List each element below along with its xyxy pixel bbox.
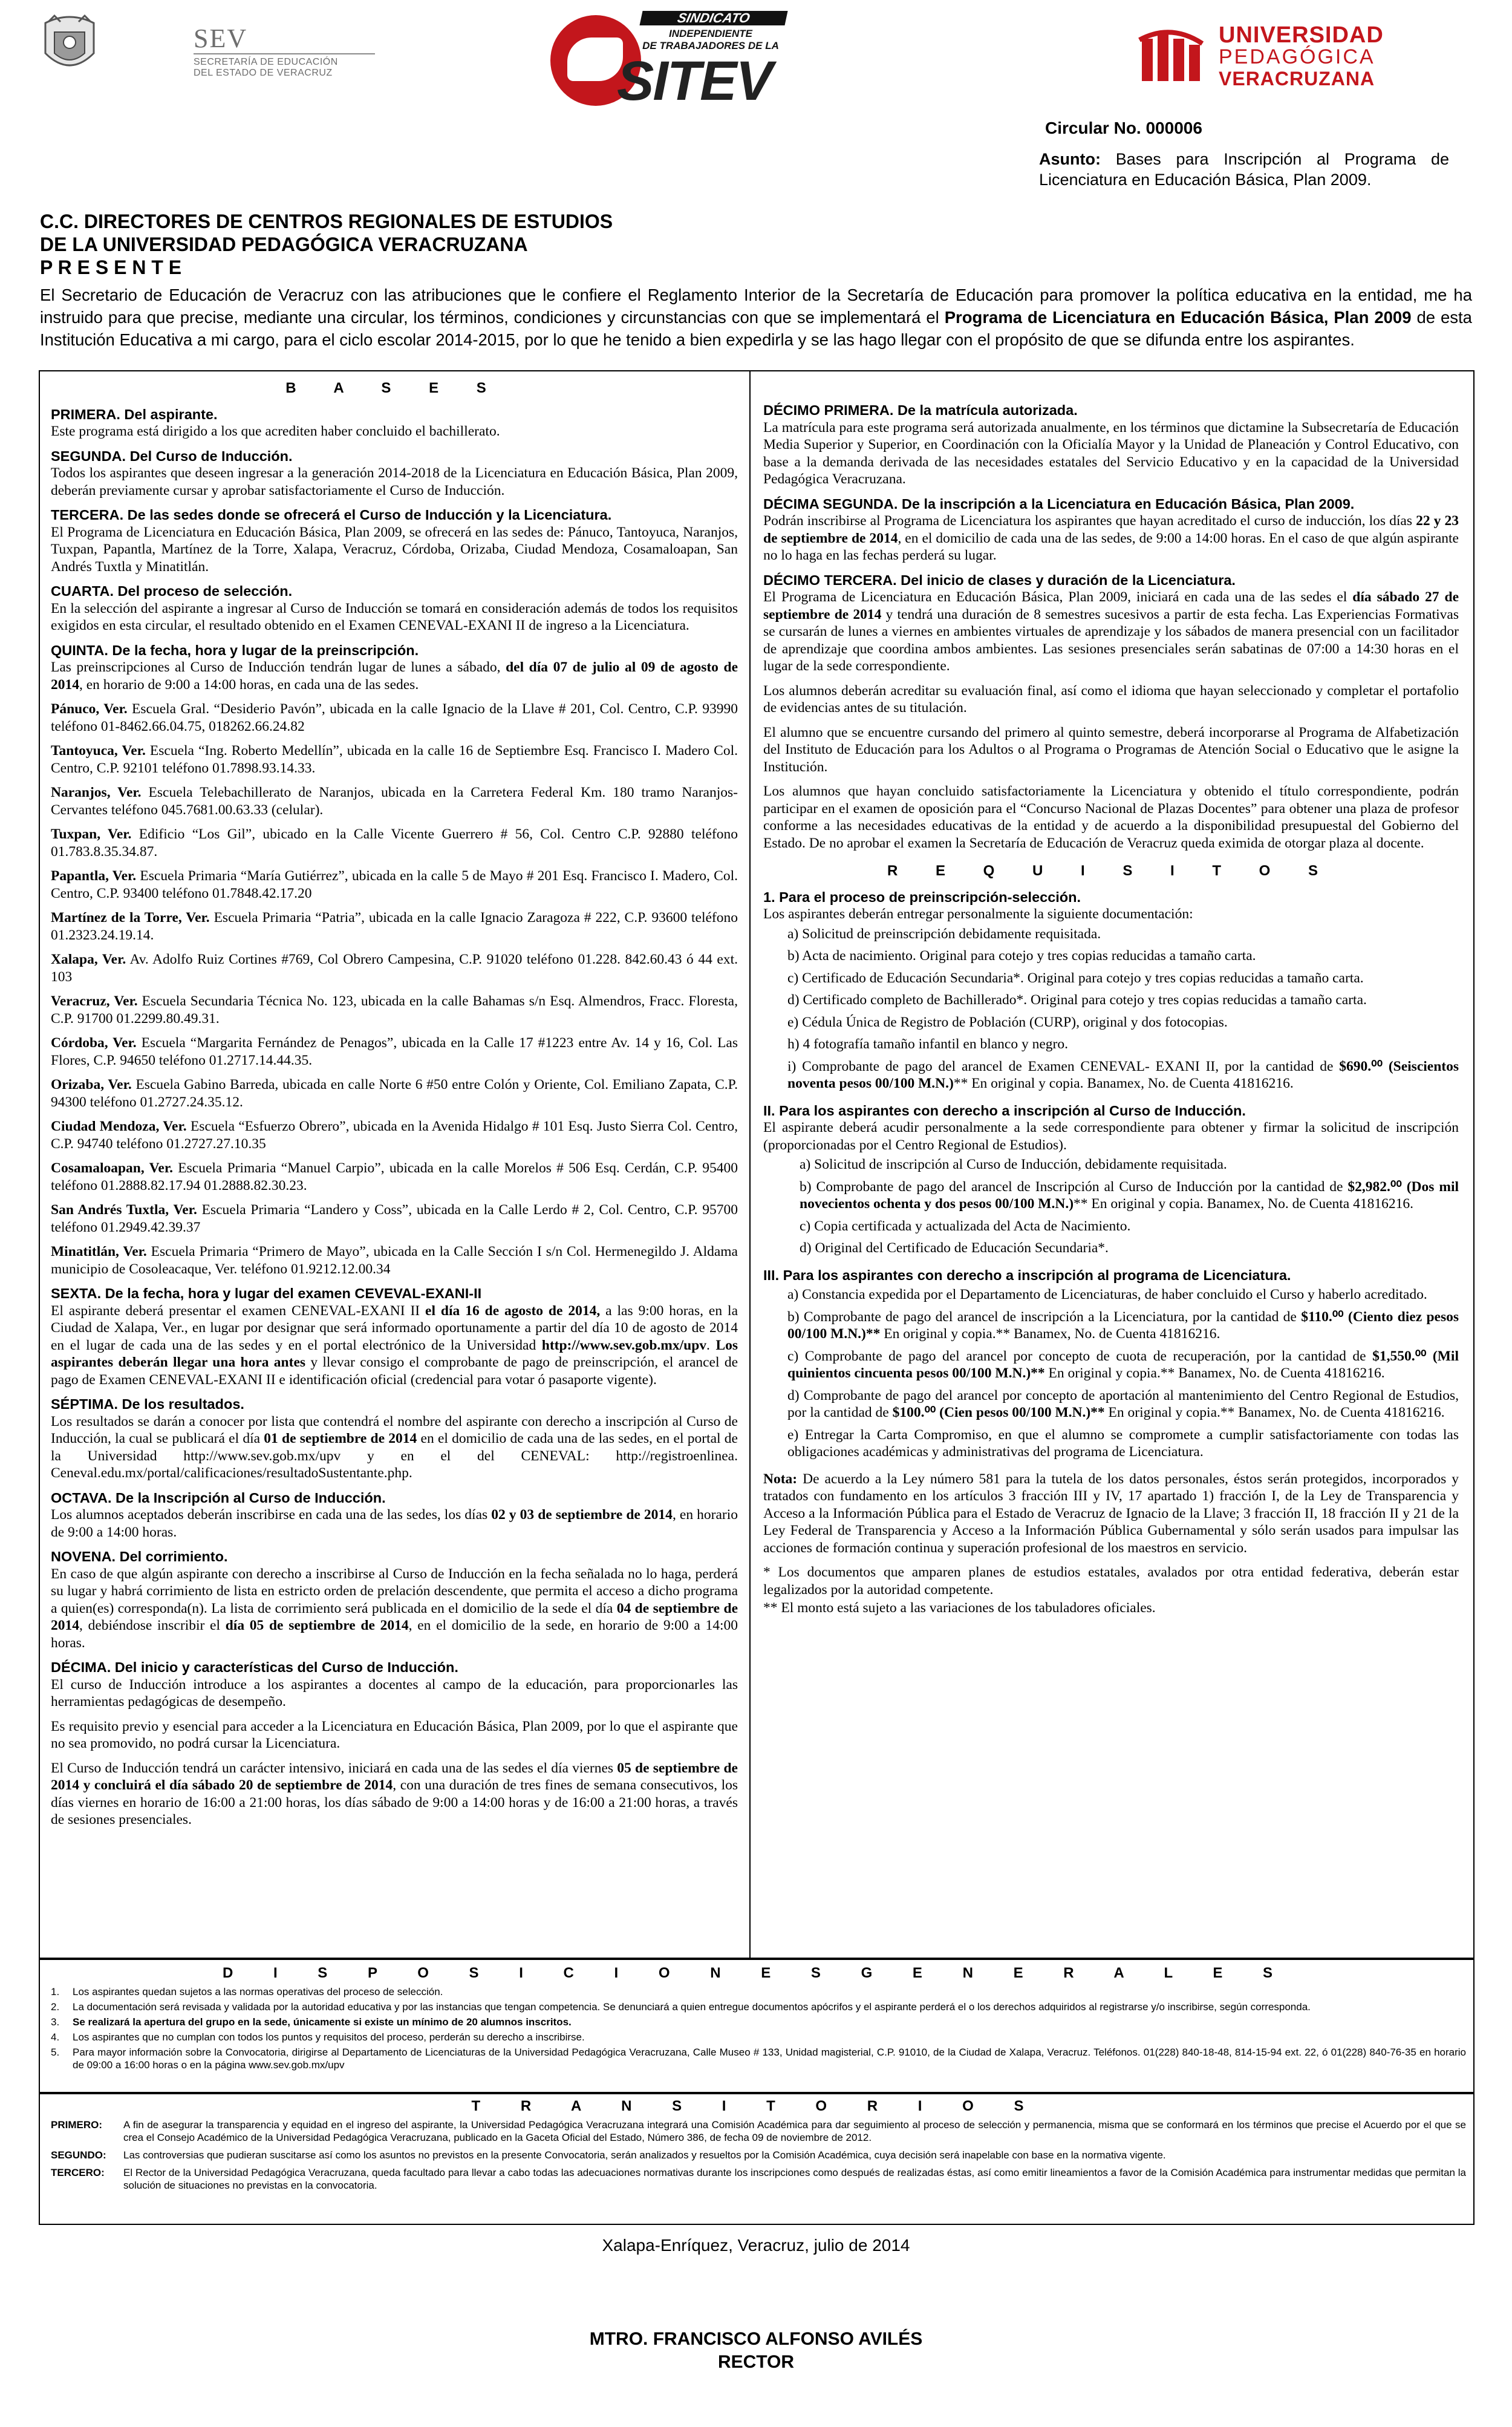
base-d13-text-2: y tendrá una duración de 8 semestres sucesivos a partir de esta fecha. Las Experiencias Formativas se cursarán de lunes a viernes en ambientes virtuales de aprendizaje y los sábados de manera presencial con un facilitador de aprendizaje que coordina ambos ambientes. Las sesiones presenciales serán sabatinas de 07:00 a 14:30 horas en el lugar de la sede correspondiente. [763, 606, 1459, 674]
sev-logo-rule [194, 53, 375, 54]
base-primera-heading: PRIMERA. Del aspirante. [51, 406, 218, 422]
base-decima-p3 [51, 1760, 738, 1829]
sede-item [51, 993, 738, 1027]
base-sexta-heading: SEXTA. De la fecha, hora y lugar del examen CEVEVAL-EXANI-II [51, 1285, 482, 1301]
base-novena [51, 1548, 738, 1651]
addressee-line2: DE LA UNIVERSIDAD PEDAGÓGICA VERACRUZANA [40, 234, 528, 255]
disposicion-number: 1. [51, 1986, 60, 1997]
disposicion-text: Para mayor información sobre la Convocatoria, dirigirse al Departamento de Licenciaturas de la Universidad Pedagógica Veracruzana, Calle Museo # 133, Unidad magisterial, C.P. 91010, de la Ciudad de Xalapa, Veracruz. Teléfonos. 01(228) 840-18-48, 814-15-94 ext. 22, ó 01(228) 840-76-35 en horario de 09:00 a 16:00 horas o en la página www.sev.gob.mx/upv [73, 2046, 1466, 2071]
base-decimo-primera [763, 402, 1459, 488]
sitev-logo-top: SINDICATO [639, 11, 787, 25]
column-divider [749, 370, 751, 1959]
base-sexta-date: el día 16 de agosto de 2014, [425, 1302, 601, 1319]
bases-title: B A S E S [285, 380, 503, 396]
base-novena-text-2: , debiéndose inscribir el [79, 1618, 226, 1633]
req-section-3-heading: III. Para los aspirantes con derecho a inscripción al programa de Licenciatura. [763, 1267, 1291, 1283]
base-novena-text-1: En caso de que algún aspirante con derecho a inscribirse al Curso de Inducción en la fecha señalada no lo haga, perderá su lugar y habrá corrimiento de lista en estricto orden de prelación descendente, que permita el acceso a dicho programa a quien(es) corresponda(n). La lista de corrimiento será publicada en el domicilio de la sede el día [51, 1566, 738, 1616]
asunto-text: Bases para Inscripción al Programa de Licenciatura en Educación Básica, Plan 2009. [1039, 150, 1449, 189]
sede-address: Escuela “Ing. Roberto Medellín”, ubicada en la calle 16 de Septiembre Esq. Francisco I. Madero Col. Centro, C.P. 92101 teléfono 01.7898.93.14.33. [51, 743, 738, 776]
disposicion-number: 4. [51, 2031, 60, 2043]
transitorio-item [51, 2149, 1466, 2161]
req-item: e) Entregar la Carta Compromiso, en que el alumno se compromete a cumplir satisfactoriamente con todas las obligaciones académicas y administrativas del programa de Licenciatura. [787, 1426, 1459, 1460]
base-d12-heading: DÉCIMA SEGUNDA. De la inscripción a la Licenciatura en Educación Básica, Plan 2009. [763, 495, 1355, 512]
asunto [1039, 149, 1449, 190]
addressee [40, 210, 613, 279]
sede-item [51, 1201, 738, 1236]
base-tercera-heading: TERCERA. De las sedes donde se ofrecerá el Curso de Inducción y la Licenciatura. [51, 507, 612, 523]
req-item-payment-text-1: b) Comprobante de pago del arancel de Inscripción al Curso de Inducción por la cantidad de [800, 1178, 1348, 1195]
transitorio-item [51, 2166, 1466, 2192]
base-novena-date-1: 04 de septiembre de 2014 [51, 1600, 738, 1633]
base-sexta-arrival: Los aspirantes deberán llegar una hora antes [51, 1337, 738, 1370]
sede-item [51, 1118, 738, 1152]
disposicion-text: Los aspirantes que no cumplan con todos los puntos y requisitos del proceso, perderán su derecho a inscribirse. [73, 2031, 585, 2043]
sev-logo-subtitle [194, 57, 338, 79]
req-item: d) Certificado completo de Bachillerado*. Original para cotejo y tres copias reducidas a tamaño carta. [787, 992, 1367, 1008]
base-quinta [51, 642, 738, 694]
req-item-payment-amount: $1,550.⁰⁰ (Mil quinientos cincuenta pesos 00/100 M.N.)** [787, 1348, 1459, 1381]
intro-program-name: Programa de Licenciatura en Educación Básica, Plan 2009 [944, 308, 1412, 327]
upv-line2: PEDAGÓGICA [1219, 45, 1375, 68]
signer-title: RECTOR [717, 2352, 795, 2372]
base-sexta [51, 1285, 738, 1388]
req-item: a) Solicitud de preinscripción debidamente requisitada. [787, 926, 1101, 942]
req-section-1-heading: 1. Para el proceso de preinscripción-selección. [763, 889, 1081, 905]
footnote-star1: * Los documentos que amparen planes de estudios estatales, avalados por otra entidad federativa, deberán estar legalizados por la autoridad competente. [763, 1564, 1459, 1598]
base-d13-text-1: El Programa de Licenciatura en Educación Básica, Plan 2009, iniciará en cada una de las sedes el [763, 589, 1353, 605]
req-item-payment-text-1: c) Comprobante de pago del arancel por concepto de cuota de recuperación, por la cantidad de [787, 1348, 1373, 1364]
base-decima-p2: Es requisito previo y esencial para acceder a la Licenciatura en Educación Básica, Plan 2009, por lo que el aspirante que no sea promovido, no podrá cursar la Licenciatura. [51, 1718, 738, 1751]
sitev-subtitle-line1: INDEPENDIENTE [669, 28, 752, 39]
sede-name: Tuxpan, Ver. [51, 826, 132, 842]
sede-address: Escuela Secundaria Técnica No. 123, ubicada en la calle Bahamas s/n Esq. Almendros, Fracc. Floresta, C.P. 91700 01.2299.80.49.31. [51, 993, 738, 1027]
sede-address: Escuela “Esfuerzo Obrero”, ubicada en la Avenida Hidalgo # 101 Esq. Justo Sierra Col. Centro, C.P. 94740 teléfono 01.2727.27.10.35 [51, 1119, 738, 1152]
sede-item [51, 867, 738, 902]
sitev-logo [550, 6, 804, 112]
base-septima-text-1: Los resultados se darán a conocer por lista que contendrá el nombre del aspirante con derecho a inscripción al Curso de Inducción, la cual se publicará el día [51, 1413, 738, 1446]
base-decima-segunda [763, 495, 1459, 564]
disposiciones-list [51, 1985, 1466, 2074]
req-item-payment-text-1: d) Comprobante de pago del arancel por concepto de aportación al mantenimiento del Centro Regional de Estudios, por la cantidad de [787, 1387, 1459, 1420]
req-item-payment-text-2: En original y copia.** Banamex, No. de Cuenta 41816216. [1044, 1365, 1385, 1381]
sede-address: Av. Adolfo Ruiz Cortines #769, Col Obrero Campesina, C.P. 91020 teléfono 01.228. 842.60.43 ó 44 ext. 103 [51, 952, 738, 985]
base-decima-text-3b: , con una duración de tres fines de semana consecutivos, los días viernes en horario de 16:00 a 21:00 horas, los días sábado de 9:00 a 14:00 horas y de 16:00 a 21:00 horas, a través de sesiones presenciales. [51, 1777, 738, 1828]
base-decimo-tercera [763, 572, 1459, 675]
req-item-payment-text-1: b) Comprobante de pago del arancel de inscripción a la Licenciatura, por la cantidad de [787, 1308, 1302, 1325]
sede-address: Escuela Primaria “Landero y Coss”, ubicada en la Calle Lerdo # 2, Col. Centro, C.P. 95700 teléfono 01.2949.42.39.37 [51, 1202, 738, 1235]
signature-block [0, 2328, 1512, 2374]
base-septima [51, 1396, 738, 1482]
base-decima-text-3a: El Curso de Inducción tendrá un carácter intensivo, iniciará en cada una de las sedes el día viernes [51, 1760, 618, 1776]
sede-item [51, 909, 738, 944]
req-item-payment-amount: $690.⁰⁰ (Seiscientos noventa pesos 00/100 M.N.) [787, 1058, 1459, 1091]
disposiciones-title: D I S P O S I C I O N E S G E N E R A L E S [222, 1965, 1291, 1981]
place-date: Xalapa-Enríquez, Veracruz, julio de 2014 [602, 2236, 910, 2255]
base-decima-heading: DÉCIMA. Del inicio y características del Curso de Inducción. [51, 1659, 458, 1675]
req-item: a) Constancia expedida por el Departamento de Licenciaturas, de haber concluido el Curso y haberlo acreditado. [787, 1287, 1427, 1302]
asunto-label: Asunto: [1039, 150, 1101, 168]
req-item: c) Copia certificada y actualizada del Acta de Nacimiento. [800, 1218, 1131, 1234]
base-sexta-text-1: El aspirante deberá presentar el examen CENEVAL-EXANI II [51, 1302, 426, 1319]
transitorio-item [51, 2118, 1466, 2144]
sede-address: Escuela Primaria “María Gutiérrez”, ubicada en la calle 5 de Mayo # 201 Esq. Francisco I. Madero, Col. Centro, C.P. 93400 teléfono 01.7848.42.17.20 [51, 868, 738, 901]
base-septima-heading: SÉPTIMA. De los resultados. [51, 1396, 244, 1412]
sede-name: Orizaba, Ver. [51, 1077, 132, 1093]
sede-name: Córdoba, Ver. [51, 1035, 137, 1051]
sede-item [51, 1243, 738, 1278]
sede-name: Minatitlán, Ver. [51, 1244, 147, 1259]
sev-subtitle-line2: DEL ESTADO DE VERACRUZ [194, 68, 333, 78]
req-item: h) 4 fotografía tamaño infantil en blanco y negro. [787, 1036, 1068, 1052]
sede-name: Pánuco, Ver. [51, 701, 128, 717]
upv-line1: UNIVERSIDAD [1219, 22, 1384, 48]
disposicion-text: La documentación será revisada y validada por la autoridad educativa y por las instancias que tengan competencia. Se denunciará a quien entregue documentos apócrifos y el aspirante perderá el o los derechos adquiridos al registrarse y/o inscribirse, según corresponda. [73, 2001, 1311, 2013]
base-primera [51, 406, 738, 440]
req-item-payment [787, 1387, 1459, 1422]
base-novena-date-2: día 05 de septiembre de 2014 [225, 1618, 409, 1633]
req-item-payment-text-2: ** En original y copia. Banamex, No. de Cuenta 41816216. [1074, 1196, 1413, 1212]
sede-item [51, 742, 738, 777]
base-d12-text-1: Podrán inscribirse al Programa de Licenciatura los aspirantes que hayan acreditado el curso de inducción, los días [763, 513, 1416, 529]
bases-left-column [51, 380, 738, 1836]
base-decima [51, 1659, 738, 1711]
base-quinta-dates: del día 07 de julio al 09 de agosto de 2014 [51, 659, 738, 693]
sede-item [51, 701, 738, 735]
base-primera-text: Este programa está dirigido a los que acrediten haber concluido el bachillerato. [51, 423, 500, 439]
req-item-payment-text-2: ** En original y copia. Banamex, No. de Cuenta 41816216. [953, 1076, 1294, 1091]
base-septima-date: 01 de septiembre de 2014 [264, 1431, 417, 1446]
req-item-payment [787, 1308, 1459, 1343]
sev-subtitle-line1: SECRETARÍA DE EDUCACIÓN [194, 57, 338, 67]
base-d13-p4: Los alumnos que hayan concluido satisfactoriamente la Licenciatura y obtenido el título correspondiente, podrán participar en el examen de oposición para el “Concurso Nacional de Plazas Docentes” para obtener una plaza de profesor conforme a las necesidades educativas de la entidad y de acuerdo a la disponibilidad presupuestal del Gobierno del Estado. De no aprobar el examen la Secretaría de Educación de Veracruz queda eximida de otorgar plaza al docente. [763, 783, 1459, 851]
sitev-emblem-inner [567, 38, 623, 81]
base-novena-text-3: , en el domicilio de la sede, en horario de 9:00 a 14:00 horas. [51, 1618, 738, 1651]
disposicion-text: Se realizará la apertura del grupo en la sede, únicamente si existe un mínimo de 20 alumnos inscritos. [73, 2016, 572, 2028]
upv-mark-icon [1137, 27, 1210, 87]
disposicion-number: 3. [51, 2016, 60, 2028]
base-d11-heading: DÉCIMO PRIMERA. De la matrícula autorizada. [763, 402, 1078, 418]
sede-address: Edificio “Los Gil”, ubicado en la Calle Vicente Guerrero # 56, Col. Centro C.P. 92880 teléfono 01.783.8.35.34.87. [51, 826, 738, 860]
sede-address: Escuela Primaria “Primero de Mayo”, ubicada en la Calle Sección I s/n Col. Hermenegildo J. Aldama municipio de Cosoleacaque, Ver. teléfono 01.9212.12.00.34 [51, 1244, 738, 1277]
upv-line3: VERACRUZANA [1219, 68, 1375, 90]
base-tercera [51, 506, 738, 575]
sede-address: Escuela Gabino Barreda, ubicada en calle Norte 6 #50 entre Colón y Oriente, Col. Emiliano Zapata, C.P. 94300 teléfono 01.2727.24.35.12. [51, 1077, 738, 1110]
addressee-line1: C.C. DIRECTORES DE CENTROS REGIONALES DE ESTUDIOS [40, 211, 613, 232]
requisitos-title: R E Q U I S I T O S [887, 863, 1335, 879]
base-tercera-text: El Programa de Licenciatura en Educación Básica, Plan 2009, se ofrecerá en las sedes de: Pánuco, Tantoyuca, Naranjos, Tuxpan, Papantla, Martínez de la Torre, Xalapa, Veracruz, Córdoba, Orizaba, Ciudad Mendoza, Cosamaloapan, San Andrés Tuxtla y Minatitlán. [51, 524, 738, 575]
base-quinta-text-2: , en horario de 9:00 a 14:00 horas, en cada una de las sedes. [79, 676, 419, 693]
req-section-2-list [763, 1156, 1459, 1257]
base-octava-heading: OCTAVA. De la Inscripción al Curso de Inducción. [51, 1489, 386, 1506]
disposicion-item [51, 2031, 1466, 2043]
sede-name: Martínez de la Torre, Ver. [51, 910, 210, 926]
sede-address: Escuela Primaria “Patria”, ubicada en la calle Ignacio Zaragoza # 222, C.P. 93600 teléfono 01.2323.24.19.14. [51, 910, 738, 943]
base-decima-dates: 05 de septiembre de 2014 y concluirá el día sábado 20 de septiembre de 2014 [51, 1760, 738, 1793]
req-section-1 [763, 889, 1459, 923]
addressee-line3: P R E S E N T E [40, 256, 182, 278]
base-novena-heading: NOVENA. Del corrimiento. [51, 1549, 228, 1564]
req-item-payment-amount: $2,982.⁰⁰ (Dos mil novecientos ochenta y dos pesos 00/100 M.N.) [800, 1178, 1459, 1212]
req-item: a) Solicitud de inscripción al Curso de Inducción, debidamente requisitada. [800, 1157, 1227, 1172]
sede-name: Tantoyuca, Ver. [51, 743, 146, 759]
base-segunda-heading: SEGUNDA. Del Curso de Inducción. [51, 448, 293, 464]
sede-item [51, 784, 738, 818]
transitorios-list [51, 2118, 1466, 2197]
transitorio-label: PRIMERO: [51, 2119, 102, 2131]
nota-text: De acuerdo a la Ley número 581 para la tutela de los datos personales, éstos serán protegidos, incorporados y tratados con fundamento en los artículos 3 fracción III y IV, 17 apartado 1) fracción I, de la Ley de Transparencia y Acceso a la Información Pública para el Estado de Veracruz de Ignacio de la Llave; 3 fracción II, 18 fracción II y 21 de la Ley Federal de Transparencia y Acceso a la Información Pública Gubernamental y sólo serán usados para impulsar las acciones de formación continua y superación profesional de los maestros en servicio. [763, 1471, 1459, 1556]
sev-logo-text: SEV [194, 24, 248, 53]
base-quinta-heading: QUINTA. De la fecha, hora y lugar de la preinscripción. [51, 642, 419, 658]
req-section-1-text: Los aspirantes deberán entregar personalmente la siguiente documentación: [763, 906, 1193, 922]
transitorio-text: El Rector de la Universidad Pedagógica Veracruzana, queda facultado para llevar a cabo todas las adecuaciones normativas durante los inscripciones como después de realizadas éstas, así como emitir lineamientos a favor de la Comisión Académica para instrumentar medidas que permitan la solución de situaciones no previstas en la convocatoria. [123, 2167, 1466, 2191]
req-item-payment-text-1: i) Comprobante de pago del arancel de Examen CENEVAL- EXANI II, por la cantidad de [787, 1058, 1340, 1074]
sede-address: Escuela Gral. “Desiderio Pavón”, ubicada en la calle Ignacio de la Llave # 201, Col. Centro, C.P. 93990 teléfono 01-8462.66.04.75, 018262.66.24.82 [51, 701, 738, 734]
sitev-logo-subtitle [629, 28, 792, 52]
sev-logo [36, 11, 375, 77]
upv-logo-text [1219, 24, 1384, 90]
req-item-payment-amount: $110.⁰⁰ (Ciento diez pesos 00/100 M.N.)** [787, 1308, 1459, 1342]
req-section-2-heading: II. Para los aspirantes con derecho a inscripción al Curso de Inducción. [763, 1102, 1246, 1119]
base-segunda [51, 448, 738, 500]
req-item: d) Original del Certificado de Educación Secundaria*. [800, 1240, 1109, 1256]
transitorios-title: T R A N S I T O R I O S [471, 2098, 1042, 2114]
base-quinta-text-1: Las preinscripciones al Curso de Inducción tendrán lugar de lunes a sábado, [51, 659, 506, 675]
sede-item [51, 1034, 738, 1069]
signer-name: MTRO. FRANCISCO ALFONSO AVILÉS [589, 2329, 923, 2349]
sede-item [51, 1160, 738, 1194]
base-sexta-text-4: y llevar consigo el comprobante de pago de preinscripción, el arancel de pago de Examen CENEVAL-EXANI II e identificación oficial (credencial para votar ó pasaporte vigente). [51, 1354, 738, 1388]
sede-name: Veracruz, Ver. [51, 993, 138, 1009]
req-item: e) Cédula Única de Registro de Población (CURP), original y dos fotocopias. [787, 1014, 1228, 1030]
nota-label: Nota: [763, 1471, 798, 1487]
transitorio-label: TERCERO: [51, 2167, 105, 2178]
bases-right-column [763, 402, 1459, 1624]
sede-address: Escuela Primaria “Manuel Carpio”, ubicada en la calle Morelos # 506 Esq. Cerdán, C.P. 95400 teléfono 01.2888.82.17.94 01.2888.82.30.23. [51, 1160, 738, 1194]
sede-name: Cosamaloapan, Ver. [51, 1160, 173, 1176]
req-section-3-list [763, 1286, 1459, 1461]
sede-name: Naranjos, Ver. [51, 785, 142, 800]
base-cuarta [51, 583, 738, 635]
sede-item [51, 826, 738, 860]
base-cuarta-text: En la selección del aspirante a ingresar al Curso de Inducción se tomará en consideración además de todos los requisitos exigidos en esta circular, el resultado obtenido en el Examen CENEVAL-EXANI II de ingreso a la Licenciatura. [51, 600, 738, 633]
sitev-logo-name: SITEV [617, 50, 772, 112]
base-d13-p3: El alumno que se encuentre cursando del primero al quinto semestre, deberá incorporarse al Programa de Alfabetización del Instituto de Educación para los Adultos o al Programa o Programas de Atención Social o Educativo que le asigne la Institución. [763, 724, 1459, 775]
upv-logo [1137, 22, 1403, 88]
disposicion-number: 5. [51, 2046, 60, 2058]
disposicion-item [51, 2016, 1466, 2028]
base-d12-dates: 22 y 23 de septiembre de 2014 [763, 513, 1459, 546]
req-section-3 [763, 1267, 1459, 1284]
intro-text-1: El Secretario de Educación de Veracruz con las atribuciones que le confiere el Reglamento Interior de la Secretaría de Educación para promover la política educativa en la entidad, me ha instruido para que precise, mediante una circular, los términos, condiciones y circunstancias con que se implementará el [40, 286, 1472, 327]
base-segunda-text: Todos los aspirantes que deseen ingresar a la generación 2014-2018 de la Licenciatura en Educación Básica, Plan 2009, deberán previamente cursar y aprobar satisfactoriamente el Curso de Inducción. [51, 465, 738, 498]
sede-item [51, 951, 738, 985]
req-section-2-text: El aspirante deberá acudir personalmente a la sede correspondiente para obtener y firmar la solicitud de inscripción (proporcionadas por el Centro Regional de Estudios). [763, 1120, 1459, 1153]
sede-item [51, 1076, 738, 1111]
req-item-payment [787, 1348, 1459, 1382]
intro-paragraph [40, 284, 1472, 351]
base-sexta-text-3: . [706, 1337, 716, 1353]
base-septima-text-2: en el domicilio de cada una de las sedes, en el portal de la Universidad http://www.sev.gob.mx/upv y en el del CENEVAL: http://registroenlinea. Ceneval.edu.mx/portal/calificaciones/resultadoSustentante.php. [51, 1431, 738, 1481]
footnote-star2: ** El monto está sujeto a las variaciones de los tabuladores oficiales. [763, 1600, 1156, 1616]
req-item: b) Acta de nacimiento. Original para cotejo y tres copias reducidas a tamaño carta. [787, 948, 1256, 964]
base-d13-date: día sábado 27 de septiembre de 2014 [763, 589, 1459, 622]
sede-name: Ciudad Mendoza, Ver. [51, 1119, 187, 1134]
base-octava-dates: 02 y 03 de septiembre de 2014 [491, 1507, 673, 1523]
base-d13-heading: DÉCIMO TERCERA. Del inicio de clases y duración de la Licenciatura. [763, 572, 1236, 588]
disposicion-item [51, 2001, 1466, 2013]
base-d11-text: La matrícula para este programa será autorizada anualmente, en los términos que dictamine la Subsecretaría de Educación Media Superior y Superior, en Coordinación con la Oficialía Mayor y la Unidad de Planeación y Control Educativo, con base a la demanda derivada de las necesidades estatales del Servicio Educativo y en la capacidad de la Universidad Pedagógica Veracruzana. [763, 419, 1459, 487]
transitorio-label: SEGUNDO: [51, 2149, 106, 2161]
req-item-payment [787, 1058, 1459, 1093]
sitev-subtitle-line2: DE TRABAJADORES DE LA [642, 40, 779, 51]
nota-paragraph [763, 1471, 1459, 1557]
base-d13-p2: Los alumnos deberán acreditar su evaluación final, así como el idioma que hayan seleccionado y completar el portafolio de evidencias antes de su titulación. [763, 682, 1459, 716]
transitorio-text: Las controversias que pudieran suscitarse así como los asuntos no previstos en la presente Convocatoria, serán analizados y resueltos por la Comisión Académica, cuya decisión será inapelable con base en la normativa vigente. [123, 2149, 1166, 2161]
req-item: c) Certificado de Educación Secundaria*. Original para cotejo y tres copias reducidas a tamaño carta. [787, 970, 1364, 986]
base-octava-text-1: Los alumnos aceptados deberán inscribirse en cada una de las sedes, los días [51, 1507, 492, 1523]
base-sexta-text-2: a las 9:00 horas, en la Ciudad de Xalapa, Ver., en lugar por designar que será informado oportunamente a partir del día 10 de agosto de 2014 en el lugar de cada una de las sedes y en el portal electrónico de la Universidad [51, 1302, 738, 1353]
req-item-payment-text-2: En original y copia.** Banamex, No. de Cuenta 41816216. [1104, 1405, 1445, 1420]
sede-name: Papantla, Ver. [51, 868, 137, 884]
sede-name: Xalapa, Ver. [51, 952, 126, 967]
disposicion-number: 2. [51, 2001, 60, 2013]
req-section-1-list [763, 926, 1459, 1093]
veracruz-crest-icon [36, 11, 103, 77]
disposicion-item [51, 2046, 1466, 2071]
req-section-2 [763, 1102, 1459, 1154]
req-item-payment-amount: $100.⁰⁰ (Cien pesos 00/100 M.N.)** [892, 1405, 1105, 1420]
circular-number: Circular No. 000006 [1045, 119, 1202, 137]
sede-address: Escuela “Margarita Fernández de Penagos”, ubicada en la Calle 17 #1223 entre Av. 14 y 16, Col. Las Flores, C.P. 94650 teléfono 01.2717.14.44.35. [51, 1035, 738, 1068]
upv-portal-link[interactable]: http://www.sev.gob.mx/upv [541, 1337, 707, 1353]
disposicion-text: Los aspirantes quedan sujetos a las normas operativas del proceso de selección. [73, 1986, 443, 1997]
sede-address: Escuela Telebachillerato de Naranjos, ubicada en la Carretera Federal Km. 180 tramo Naranjos-Cervantes teléfono 045.7681.00.63.33 (celular). [51, 785, 738, 818]
sede-name: San Andrés Tuxtla, Ver. [51, 1202, 197, 1218]
transitorio-text: A fin de asegurar la transparencia y equidad en el ingreso del aspirante, la Universidad Pedagógica Veracruzana integrará una Comisión Académica para dar seguimiento al proceso de selección y permanencia, misma que se conformará en los términos que precise el Acuerdo por el que se crea el Consejo Académico de la Universidad Pedagógica Veracruzana, publicado en la Gaceta Oficial del Estado, Número 386, de fecha 09 de noviembre de 2012. [123, 2119, 1466, 2143]
base-cuarta-heading: CUARTA. Del proceso de selección. [51, 583, 293, 599]
base-octava-text-2: , en horario de 9:00 a 14:00 horas. [51, 1507, 738, 1540]
req-item-payment [800, 1178, 1459, 1213]
base-decima-text-1: El curso de Inducción introduce a los aspirantes a docentes al campo de la educación, para proporcionarles las herramientas pedagógicas de desempeño. [51, 1676, 738, 1710]
disposicion-item [51, 1985, 1466, 1998]
base-octava [51, 1489, 738, 1541]
req-item-payment-text-2: En original y copia.** Banamex, No. de Cuenta 41816216. [880, 1326, 1220, 1342]
base-d12-text-2: , en el domicilio de cada una de las sedes, de 9:00 a 14:00 horas. En el caso de que algún aspirante no lo haga en las fechas perderá su lugar. [763, 530, 1459, 563]
intro-text-2: de esta Institución Educativa a mi cargo, para el ciclo escolar 2014-2015, por lo que he tenido a bien expedirla y se las hago llegar con el propósito de que se difunda entre los aspirantes. [40, 308, 1472, 349]
